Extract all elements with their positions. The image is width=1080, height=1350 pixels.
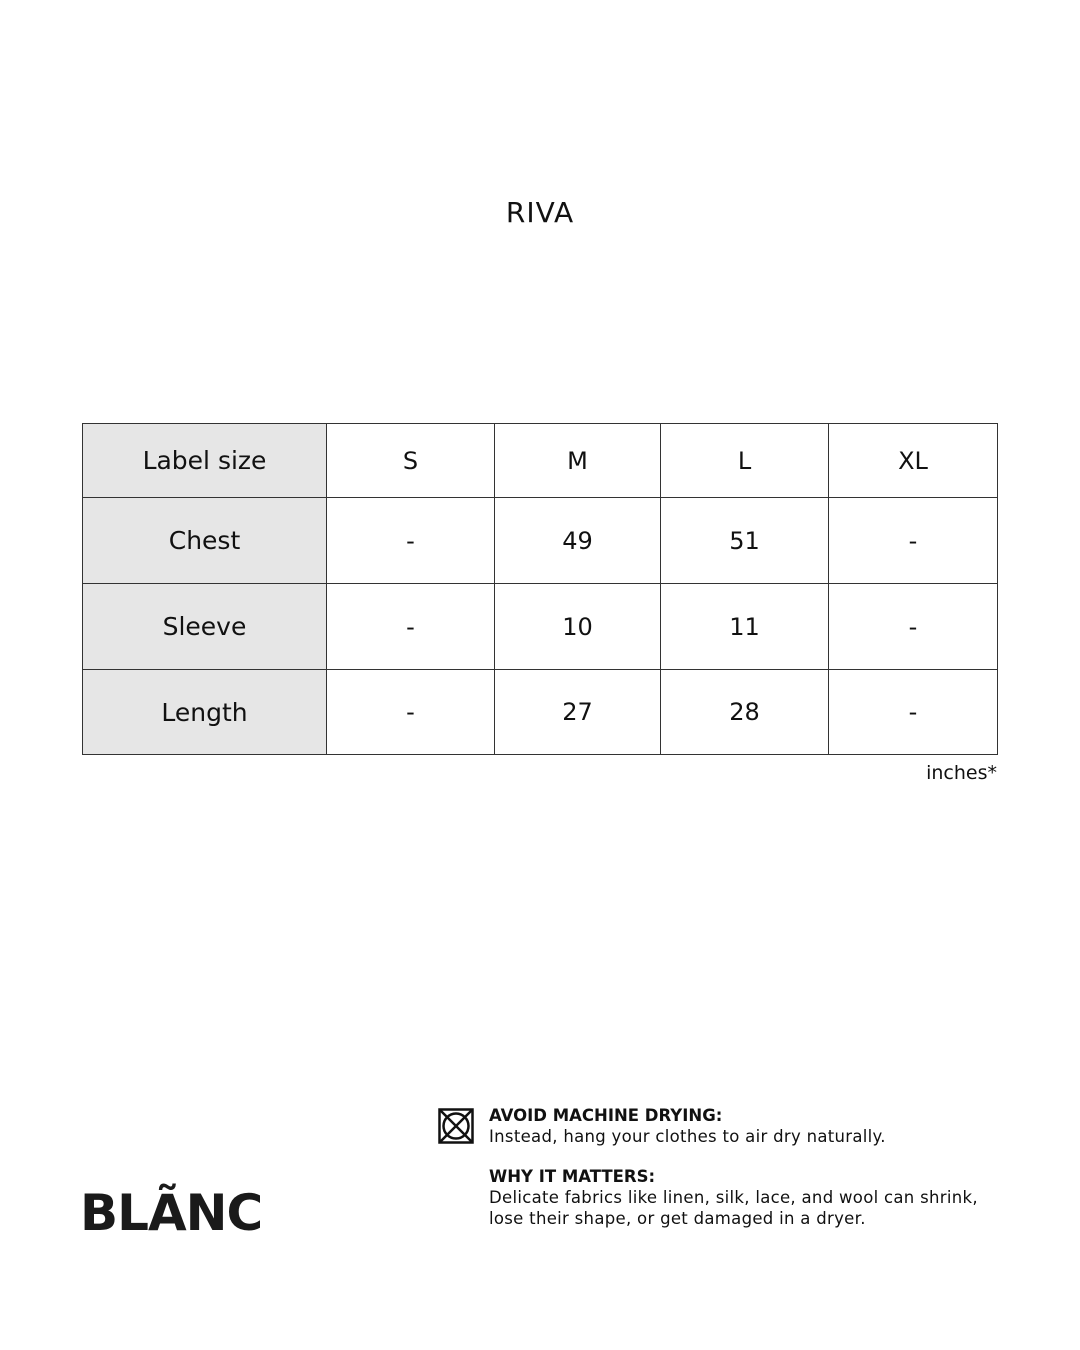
units-note: inches* <box>926 762 997 784</box>
care-reason-text-line1: Delicate fabrics like linen, silk, lace, and wool can shrink, <box>489 1188 978 1207</box>
table-cell: - <box>327 584 495 670</box>
label-size-header: Label size <box>83 424 327 498</box>
care-reason-block <box>489 1166 1049 1229</box>
table-cell: 28 <box>661 670 829 755</box>
table-header-row <box>83 424 998 498</box>
table-cell: - <box>327 670 495 755</box>
table-row-length <box>83 670 998 755</box>
table-cell: - <box>829 498 998 584</box>
table-cell: 10 <box>495 584 661 670</box>
row-label-sleeve: Sleeve <box>83 584 327 670</box>
table-cell: - <box>829 584 998 670</box>
brand-logo <box>80 1180 280 1240</box>
table-cell: - <box>327 498 495 584</box>
size-chart-table <box>82 423 998 755</box>
do-not-tumble-dry-icon <box>438 1108 474 1144</box>
brand-name: BLÃNC <box>80 1184 263 1236</box>
care-instructions <box>489 1105 1049 1248</box>
size-header-s: S <box>327 424 495 498</box>
care-instruction-block <box>489 1105 1049 1147</box>
table-row-sleeve <box>83 584 998 670</box>
size-header-m: M <box>495 424 661 498</box>
table-row-chest <box>83 498 998 584</box>
care-reason-text-line2: lose their shape, or get damaged in a dryer. <box>489 1209 866 1228</box>
size-header-l: L <box>661 424 829 498</box>
table-cell: 49 <box>495 498 661 584</box>
table-cell: 27 <box>495 670 661 755</box>
product-title: RIVA <box>505 196 575 229</box>
size-header-xl: XL <box>829 424 998 498</box>
row-label-length: Length <box>83 670 327 755</box>
table-cell: - <box>829 670 998 755</box>
care-reason-heading: WHY IT MATTERS: <box>489 1167 656 1186</box>
care-instruction-text: Instead, hang your clothes to air dry naturally. <box>489 1127 886 1146</box>
care-instruction-heading: AVOID MACHINE DRYING: <box>489 1106 723 1125</box>
table-cell: 11 <box>661 584 829 670</box>
blanc-logo-graphic <box>80 1180 280 1236</box>
table-cell: 51 <box>661 498 829 584</box>
row-label-chest: Chest <box>83 498 327 584</box>
